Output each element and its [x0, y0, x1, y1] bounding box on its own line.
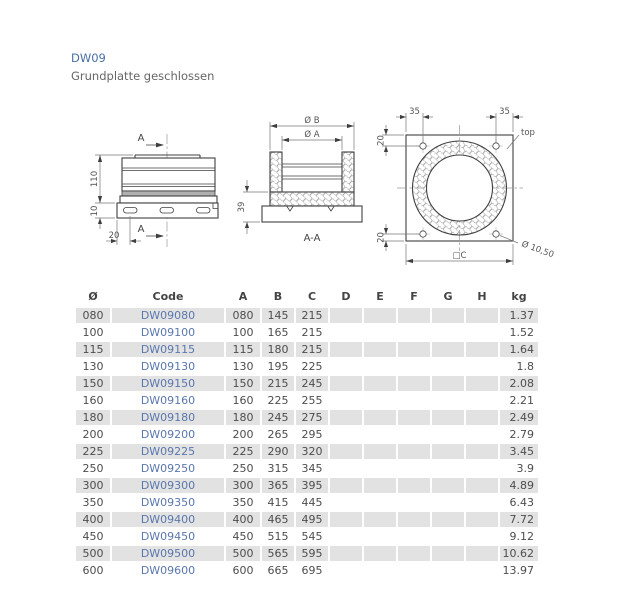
- table-cell: [398, 427, 430, 442]
- table-cell: 2.49: [500, 410, 538, 425]
- base-plate-section: [262, 206, 362, 222]
- col-header-g: G: [443, 290, 453, 303]
- table-cell: [398, 342, 430, 357]
- hole-dia-label: Ø 10,50: [519, 239, 556, 261]
- table-cell: 150: [226, 376, 260, 391]
- table-cell: [432, 410, 464, 425]
- table-cell: 500: [226, 546, 260, 561]
- table-cell: 160: [82, 394, 104, 407]
- table-cell: [364, 563, 396, 578]
- code-cell: [112, 495, 224, 510]
- table-cell: [432, 478, 464, 493]
- table-cell: [330, 444, 362, 459]
- table-cell: [466, 461, 498, 476]
- table-row: [76, 495, 538, 510]
- table-cell: 265: [267, 428, 289, 441]
- pipe-body: [122, 158, 215, 191]
- code-link[interactable]: DW09150: [140, 377, 196, 390]
- table-cell: [432, 563, 464, 578]
- code-cell: [112, 308, 224, 323]
- table-cell: [466, 410, 498, 425]
- table-cell: 130: [82, 360, 104, 373]
- code-cell: [112, 359, 224, 374]
- table-row: [76, 512, 538, 527]
- table-cell: [330, 325, 362, 340]
- table-cell: 180: [76, 410, 110, 425]
- product-subtitle: Grundplatte geschlossen: [71, 69, 215, 83]
- table-cell: 665: [267, 564, 289, 577]
- table-cell: [398, 308, 430, 323]
- table-cell: [432, 342, 464, 357]
- table-cell: [364, 512, 396, 527]
- insulated-wall-left: [270, 152, 282, 192]
- table-cell: 1.8: [516, 360, 534, 373]
- code-cell: [112, 393, 224, 408]
- table-cell: 250: [82, 462, 104, 475]
- table-cell: [432, 359, 464, 374]
- table-cell: 225: [226, 444, 260, 459]
- code-link[interactable]: DW09130: [140, 360, 196, 373]
- code-cell: [112, 410, 224, 425]
- table-cell: 295: [301, 428, 323, 441]
- section-label-bottom: A: [137, 224, 145, 235]
- table-row: [76, 410, 538, 425]
- table-cell: 180: [262, 342, 294, 357]
- code-cell: [112, 461, 224, 476]
- collar: [120, 196, 217, 203]
- mounting-hole: [493, 143, 499, 149]
- table-cell: [330, 410, 362, 425]
- table-cell: [364, 546, 396, 561]
- table-row: [76, 342, 538, 357]
- table-cell: 3.9: [516, 462, 534, 475]
- table-cell: 400: [226, 512, 260, 527]
- product-table: [74, 287, 540, 580]
- dim-label-110: 110: [90, 170, 100, 188]
- table-cell: [398, 410, 430, 425]
- table-cell: [466, 529, 498, 544]
- flange-slot: [160, 208, 174, 214]
- table-cell: 465: [262, 512, 294, 527]
- section-view-drawing: [235, 110, 393, 250]
- mounting-hole: [493, 231, 499, 237]
- table-cell: 080: [226, 308, 260, 323]
- table-cell: [466, 444, 498, 459]
- table-cell: [364, 478, 396, 493]
- code-link[interactable]: DW09100: [140, 326, 196, 339]
- table-cell: [330, 461, 362, 476]
- gasket-band: [122, 191, 215, 196]
- table-cell: 215: [296, 342, 328, 357]
- table-cell: [432, 495, 464, 510]
- col-header-f: F: [410, 290, 418, 303]
- table-cell: [364, 359, 396, 374]
- table-cell: 255: [301, 394, 323, 407]
- table-row: [76, 325, 538, 340]
- code-cell: [112, 563, 224, 578]
- dim-label-39: 39: [237, 201, 247, 213]
- table-cell: 595: [296, 546, 328, 561]
- code-link[interactable]: DW09300: [140, 479, 196, 492]
- col-header-h: H: [477, 290, 487, 303]
- table-cell: [398, 546, 430, 561]
- table-row: [76, 478, 538, 493]
- table-cell: 7.72: [500, 512, 538, 527]
- table-cell: 165: [267, 326, 289, 339]
- table-cell: 9.12: [509, 530, 534, 543]
- table-cell: 160: [232, 394, 254, 407]
- table-cell: 290: [262, 444, 294, 459]
- table-cell: [466, 512, 498, 527]
- table-cell: [330, 478, 362, 493]
- table-cell: 1.64: [500, 342, 538, 357]
- table-cell: 315: [267, 462, 289, 475]
- insulation-band: [270, 192, 354, 206]
- code-link[interactable]: DW09600: [140, 564, 196, 577]
- table-cell: 4.89: [500, 478, 538, 493]
- table-cell: [330, 529, 362, 544]
- table-cell: [432, 546, 464, 561]
- code-cell: [112, 546, 224, 561]
- table-cell: [364, 342, 396, 357]
- table-cell: [466, 376, 498, 391]
- code-link[interactable]: DW09200: [140, 428, 196, 441]
- table-cell: [398, 563, 430, 578]
- col-header-kg: kg: [511, 290, 527, 303]
- table-row: [76, 376, 538, 391]
- table-cell: 450: [82, 530, 104, 543]
- table-cell: 200: [82, 428, 104, 441]
- table-cell: [330, 427, 362, 442]
- table-cell: 130: [232, 360, 254, 373]
- table-cell: [364, 495, 396, 510]
- dim-label-dia-b: Ø B: [304, 116, 320, 126]
- code-link[interactable]: DW09350: [140, 496, 196, 509]
- code-cell: [112, 427, 224, 442]
- table-cell: 415: [267, 496, 289, 509]
- table-cell: [330, 393, 362, 408]
- dim-label-square-c: □C: [452, 251, 467, 261]
- table-cell: 100: [82, 326, 104, 339]
- dim-label-10: 10: [90, 205, 100, 217]
- table-row: [76, 427, 538, 442]
- table-cell: [432, 308, 464, 323]
- insulated-wall-right: [342, 152, 354, 192]
- table-cell: [398, 512, 430, 527]
- table-row: [76, 546, 538, 561]
- table-cell: [330, 342, 362, 357]
- code-link[interactable]: DW09160: [140, 394, 196, 407]
- table-cell: 275: [296, 410, 328, 425]
- table-cell: [466, 393, 498, 408]
- code-cell: [112, 529, 224, 544]
- table-cell: 600: [82, 564, 104, 577]
- table-cell: 695: [301, 564, 323, 577]
- table-cell: 515: [267, 530, 289, 543]
- table-cell: [432, 325, 464, 340]
- table-cell: [466, 495, 498, 510]
- table-cell: [330, 495, 362, 510]
- table-cell: 345: [301, 462, 323, 475]
- code-link[interactable]: DW09250: [140, 462, 196, 475]
- table-cell: 545: [301, 530, 323, 543]
- table-cell: 450: [232, 530, 254, 543]
- table-cell: 565: [262, 546, 294, 561]
- table-cell: [466, 342, 498, 357]
- table-cell: 500: [76, 546, 110, 561]
- table-cell: [398, 325, 430, 340]
- table-cell: [364, 376, 396, 391]
- table-cell: 495: [296, 512, 328, 527]
- table-cell: 225: [76, 444, 110, 459]
- table-cell: [398, 495, 430, 510]
- table-cell: [330, 563, 362, 578]
- table-cell: [432, 512, 464, 527]
- top-view-drawing: [375, 103, 565, 273]
- code-cell: [112, 342, 224, 357]
- table-row: [76, 461, 538, 476]
- code-cell: [112, 325, 224, 340]
- table-cell: [364, 461, 396, 476]
- table-cell: 250: [232, 462, 254, 475]
- inner-opening: [427, 155, 493, 221]
- code-link[interactable]: DW09225: [140, 445, 196, 458]
- table-cell: [432, 393, 464, 408]
- table-cell: [398, 478, 430, 493]
- table-cell: [364, 325, 396, 340]
- section-arrow-bottom: [156, 234, 164, 239]
- table-cell: 395: [296, 478, 328, 493]
- table-cell: [432, 461, 464, 476]
- table-cell: 3.45: [500, 444, 538, 459]
- table-cell: 195: [267, 360, 289, 373]
- table-cell: 365: [262, 478, 294, 493]
- table-cell: [398, 359, 430, 374]
- table-cell: [398, 461, 430, 476]
- table-cell: [432, 376, 464, 391]
- table-cell: 215: [301, 326, 323, 339]
- table-cell: 2.08: [500, 376, 538, 391]
- table-cell: 1.37: [500, 308, 538, 323]
- table-cell: 350: [232, 496, 254, 509]
- col-header-b: B: [273, 290, 283, 303]
- table-cell: 600: [232, 564, 254, 577]
- table-cell: 400: [76, 512, 110, 527]
- page-title-block: [71, 52, 214, 83]
- table-cell: [398, 529, 430, 544]
- table-cell: [466, 359, 498, 374]
- code-link[interactable]: DW09115: [140, 343, 196, 356]
- col-header-diameter: Ø: [88, 290, 98, 303]
- table-cell: 215: [296, 308, 328, 323]
- flange-slot: [197, 208, 211, 214]
- table-cell: [432, 529, 464, 544]
- table-cell: 2.79: [509, 428, 534, 441]
- table-cell: 115: [226, 342, 260, 357]
- code-link[interactable]: DW09500: [140, 547, 196, 560]
- table-row: [76, 563, 538, 578]
- table-cell: 215: [262, 376, 294, 391]
- table-cell: [432, 444, 464, 459]
- table-cell: [364, 308, 396, 323]
- code-link[interactable]: DW09080: [140, 309, 196, 322]
- dim-label-20-top: 20: [376, 135, 387, 146]
- dim-label-35-left: 35: [409, 107, 420, 117]
- product-code: DW09: [71, 51, 106, 65]
- table-cell: [466, 546, 498, 561]
- table-cell: [466, 563, 498, 578]
- col-header-a: A: [238, 290, 248, 303]
- dim-label-35-right: 35: [499, 107, 510, 117]
- code-cell: [112, 478, 224, 493]
- table-cell: 1.52: [509, 326, 534, 339]
- table-cell: [466, 308, 498, 323]
- table-header-row: [76, 289, 538, 306]
- table-cell: 10.62: [500, 546, 538, 561]
- table-cell: [398, 393, 430, 408]
- table-cell: [364, 444, 396, 459]
- table-cell: 200: [232, 428, 254, 441]
- section-arrow-top: [156, 143, 164, 148]
- table-cell: 320: [296, 444, 328, 459]
- table-cell: [398, 444, 430, 459]
- table-cell: [364, 427, 396, 442]
- table-cell: [466, 478, 498, 493]
- table-cell: 6.43: [509, 496, 534, 509]
- table-cell: 2.21: [509, 394, 534, 407]
- table-cell: 180: [226, 410, 260, 425]
- table-cell: 300: [226, 478, 260, 493]
- table-cell: 350: [82, 496, 104, 509]
- table-row: [76, 444, 538, 459]
- table-cell: [466, 427, 498, 442]
- table-cell: 13.97: [502, 564, 534, 577]
- table-cell: 145: [262, 308, 294, 323]
- table-row: [76, 393, 538, 408]
- table-cell: 080: [76, 308, 110, 323]
- col-header-code: Code: [152, 290, 184, 303]
- mounting-hole: [420, 231, 426, 237]
- flange-slot: [124, 208, 138, 214]
- table-cell: 445: [301, 496, 323, 509]
- table-cell: [398, 376, 430, 391]
- table-row: [76, 529, 538, 544]
- table-cell: 115: [76, 342, 110, 357]
- code-cell: [112, 512, 224, 527]
- code-cell: [112, 444, 224, 459]
- table-cell: [364, 393, 396, 408]
- col-header-c: C: [307, 290, 317, 303]
- table-cell: [330, 308, 362, 323]
- code-link[interactable]: DW09450: [140, 530, 196, 543]
- table-cell: 150: [76, 376, 110, 391]
- section-caption: A-A: [303, 233, 321, 244]
- col-header-d: D: [341, 290, 351, 303]
- table-cell: [330, 546, 362, 561]
- table-cell: [466, 325, 498, 340]
- code-link[interactable]: DW09400: [140, 513, 196, 526]
- table-row: [76, 308, 538, 323]
- section-label-top: A: [137, 133, 145, 144]
- table-cell: [432, 427, 464, 442]
- table-cell: 225: [301, 360, 323, 373]
- table-cell: 225: [267, 394, 289, 407]
- table-cell: 300: [76, 478, 110, 493]
- surface-label: top: [521, 128, 535, 138]
- col-header-e: E: [376, 290, 384, 303]
- dim-label-20-bottom: 20: [376, 232, 387, 243]
- code-cell: [112, 376, 224, 391]
- table-cell: [330, 376, 362, 391]
- table-cell: [364, 529, 396, 544]
- mounting-hole: [420, 143, 426, 149]
- table-cell: [364, 410, 396, 425]
- table-cell: 100: [232, 326, 254, 339]
- table-cell: 245: [262, 410, 294, 425]
- side-view-drawing: [83, 110, 258, 260]
- dim-label-20: 20: [108, 231, 120, 241]
- table-cell: [330, 359, 362, 374]
- table-row: [76, 359, 538, 374]
- table-cell: 245: [296, 376, 328, 391]
- table-cell: [330, 512, 362, 527]
- code-link[interactable]: DW09180: [140, 411, 196, 424]
- dim-label-dia-a: Ø A: [304, 130, 320, 140]
